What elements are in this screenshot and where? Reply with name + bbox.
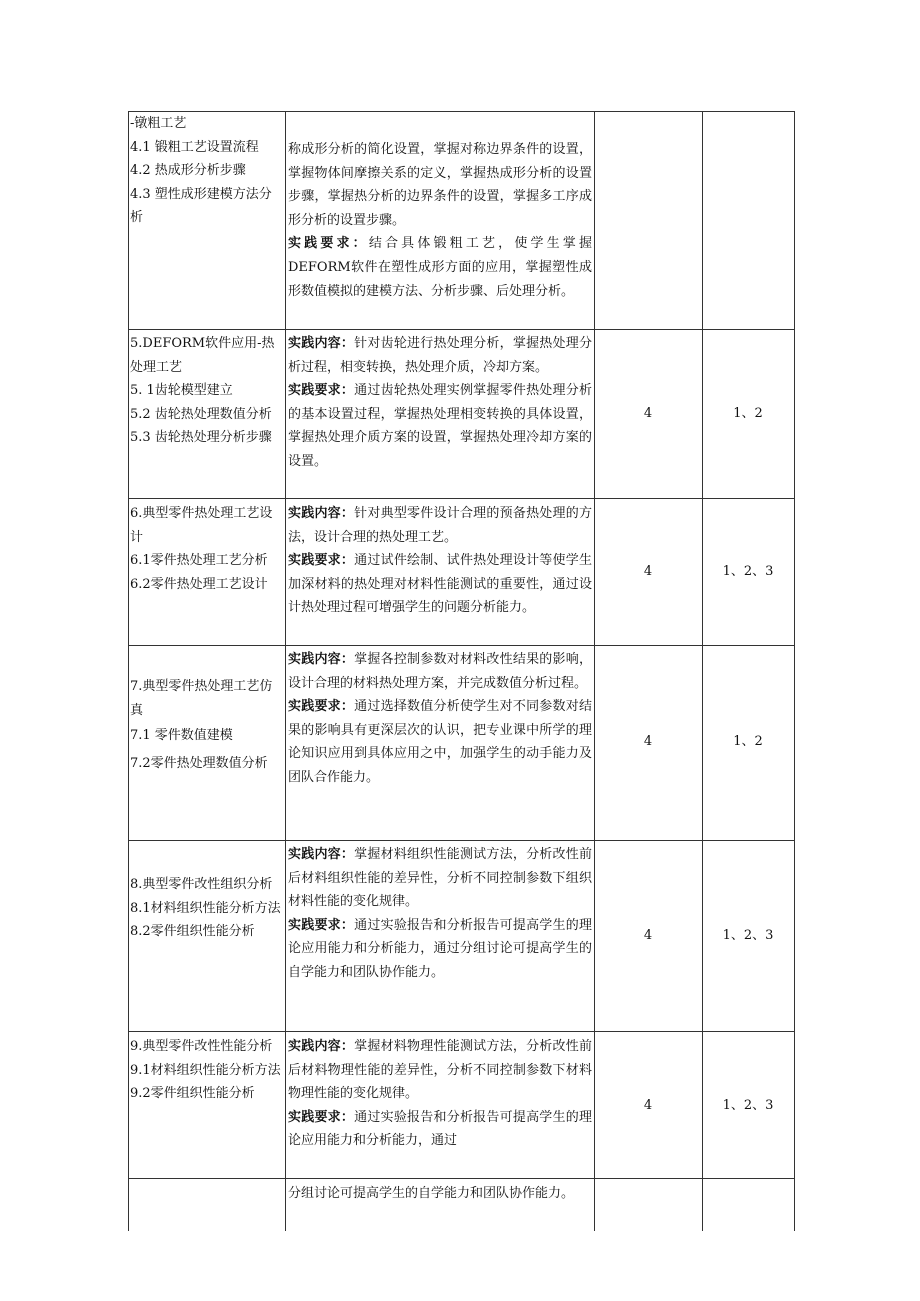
topic-cell — [130, 1035, 282, 1177]
column-divider — [128, 111, 129, 1231]
row-divider — [128, 1178, 795, 1179]
column-divider — [702, 111, 703, 1231]
goals-cell: 1、2、3 — [722, 1098, 774, 1113]
content-label: 实践内容： — [288, 506, 355, 521]
row-divider — [128, 498, 795, 499]
content-label: 实践内容： — [288, 652, 355, 667]
requirement-text: 通过选择数值分析使学生对不同参数对结果的影响具有更深层次的认识，把专业课中所学的理论知识应用到具体应用之中，加强学生的动手能力及团队合作能力。 — [288, 699, 592, 785]
content-cell — [288, 502, 592, 644]
requirement-label: 实践要求： — [288, 917, 355, 933]
content-text: 掌握材料物理性能测试方法，分析改性前后材料物理性能的差异性，分析不同控制参数下材料物理性能的变化规律。 — [288, 1039, 592, 1102]
content-label: 实践内容： — [288, 336, 355, 351]
content-text: 掌握各控制参数对材料改性结果的影响，设计合理的材料热处理方案，并完成数值分析过程。 — [288, 652, 592, 691]
row-divider — [128, 645, 795, 646]
column-divider — [285, 111, 286, 1231]
topic-line: 9.1材料组织性能分析方法 — [130, 1062, 281, 1078]
content-paragraph — [288, 843, 592, 914]
requirement-paragraph — [288, 232, 592, 303]
hours-cell: 4 — [643, 564, 653, 579]
topic-line: 5.DEFORM软件应用-热处理工艺 — [130, 336, 275, 375]
content-text: 针对典型零件设计合理的预备热处理的方法，设计合理的热处理工艺。 — [288, 506, 592, 545]
topic-line: 4.3 塑性成形建模方法分析 — [130, 186, 272, 226]
content-paragraph — [288, 648, 592, 695]
topic-line: 7.2零件热处理数值分析 — [130, 755, 268, 771]
requirement-paragraph — [288, 379, 592, 473]
content-paragraph — [288, 1035, 592, 1106]
topic-line: 5.2 齿轮热处理数值分析 — [130, 406, 272, 422]
topic-line: 6.典型零件热处理工艺设计 — [130, 506, 273, 545]
topic-line: 8.2零件组织性能分析 — [130, 924, 255, 940]
requirement-label: 实践要求： — [288, 553, 355, 569]
requirement-text: 通过实验报告和分析报告可提高学生的理论应用能力和分析能力，通过 — [288, 1109, 592, 1149]
topic-line: 9.2零件组织性能分析 — [130, 1086, 255, 1102]
content-paragraph — [288, 502, 592, 549]
topic-cell — [130, 502, 282, 644]
content-label: 实践内容： — [288, 847, 355, 862]
topic-cell — [130, 332, 282, 497]
content-paragraph — [288, 332, 592, 379]
hours-cell: 4 — [643, 928, 653, 943]
content-text: 称成形分析的简化设置，掌握对称边界条件的设置，掌握物体间摩擦关系的定义，掌握热成形分析的设置步骤，掌握热分析的边界条件的设置，掌握多工序成形分析的设置步骤。 — [288, 142, 592, 228]
topic-line: 6.2零件热处理工艺设计 — [130, 576, 268, 592]
topic-cell — [130, 873, 282, 1030]
requirement-paragraph — [288, 695, 592, 789]
content-cell — [288, 1182, 592, 1230]
topic-line: -镦粗工艺 — [130, 116, 187, 131]
row-divider — [128, 329, 795, 330]
goals-cell: 1、2、3 — [722, 564, 774, 579]
topic-cell — [130, 675, 282, 839]
requirement-text: 通过试件绘制、试件热处理设计等使学生加深材料的热处理对材料性能测试的重要性，通过设计热处理过程可增强学生的问题分析能力。 — [288, 553, 592, 616]
hours-cell: 4 — [643, 1098, 653, 1113]
requirement-text: 通过实验报告和分析报告可提高学生的理论应用能力和分析能力，通过分组讨论可提高学生的自学能力和团队协作能力。 — [288, 917, 592, 980]
requirement-paragraph — [288, 914, 592, 985]
topic-line: 4.2 热成形分析步骤 — [130, 163, 246, 179]
content-text: 掌握材料组织性能测试方法，分析改性前后材料组织性能的差异性，分析不同控制参数下组织材料性能的变化规律。 — [288, 847, 592, 910]
requirement-label: 实践要求： — [288, 236, 369, 252]
content-cell — [288, 138, 592, 328]
content-cell — [288, 332, 592, 497]
topic-line: 6.1零件热处理工艺分析 — [130, 553, 268, 569]
requirement-text: 结合具体锻粗工艺，使学生掌握DEFORM软件在塑性成形方面的应用，掌握塑性成形数值模拟的建模方法、分析步骤、后处理分析。 — [288, 236, 592, 299]
topic-line: 7.1 零件数值建模 — [130, 728, 233, 744]
topic-line: 7.典型零件热处理工艺仿真 — [130, 679, 273, 718]
content-text: 分组讨论可提高学生的自学能力和团队协作能力。 — [288, 1186, 575, 1201]
topic-line: 5. 1齿轮模型建立 — [130, 383, 233, 399]
content-cell — [288, 648, 592, 839]
requirement-text: 通过齿轮热处理实例掌握零件热处理分析的基本设置过程，掌握热处理相变转换的具体设置，掌握热处理介质方案的设置，掌握热处理冷却方案的设置。 — [288, 383, 592, 469]
content-cell — [288, 1035, 592, 1177]
content-cell — [288, 843, 592, 1030]
goals-cell: 1、2 — [733, 734, 763, 749]
requirement-label: 实践要求： — [288, 1109, 355, 1125]
column-divider — [594, 111, 595, 1231]
topic-line: 8.典型零件改性组织分析 — [130, 877, 273, 892]
topic-line: 9.典型零件改性性能分析 — [130, 1039, 273, 1054]
requirement-paragraph — [288, 549, 592, 620]
column-divider — [794, 111, 795, 1231]
topic-line: 5.3 齿轮热处理分析步骤 — [130, 430, 272, 446]
goals-cell: 1、2、3 — [722, 928, 774, 943]
content-text: 针对齿轮进行热处理分析，掌握热处理分析过程，相变转换，热处理介质，冷却方案。 — [288, 336, 592, 375]
content-label: 实践内容： — [288, 1039, 355, 1054]
row-divider — [128, 1031, 795, 1032]
row-divider — [128, 840, 795, 841]
topic-cell — [130, 112, 282, 328]
topic-line: 4.1 锻粗工艺设置流程 — [130, 139, 259, 155]
topic-line: 8.1材料组织性能分析方法 — [130, 900, 281, 916]
hours-cell: 4 — [643, 406, 653, 421]
goals-cell: 1、2 — [733, 406, 763, 421]
requirement-label: 实践要求： — [288, 699, 355, 715]
hours-cell: 4 — [643, 734, 653, 749]
requirement-label: 实践要求： — [288, 383, 355, 399]
requirement-paragraph — [288, 1106, 592, 1153]
